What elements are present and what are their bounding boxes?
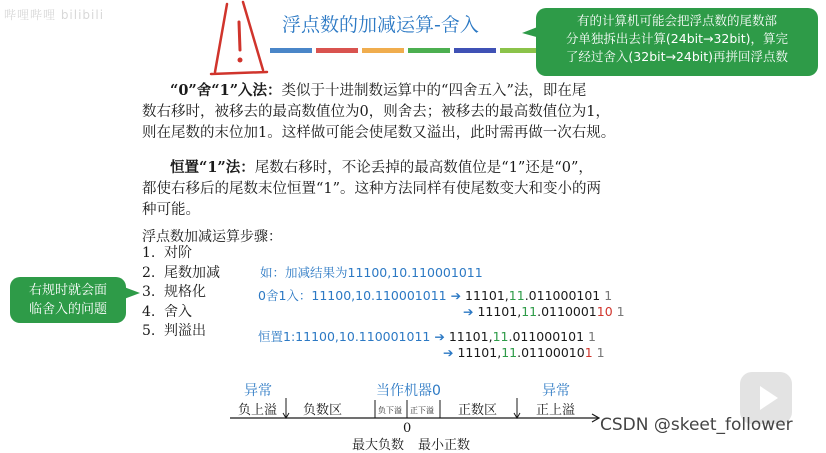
example-fix-row-2: ➔ 11101,11.011000101 1 bbox=[443, 345, 605, 360]
rounding-method-0-1 bbox=[142, 80, 672, 144]
step-item: 1. 对阶 bbox=[142, 245, 192, 261]
title-color-segment bbox=[408, 48, 450, 53]
right-arrow-icon: ➔ bbox=[434, 329, 449, 344]
example-intro: 如：加减结果为11100,10.110001011 bbox=[260, 265, 483, 280]
neg-region-label: 负数区 bbox=[303, 403, 343, 418]
rounding-method-set-1 bbox=[142, 157, 672, 221]
example-round-row-1: 0舍1入：11100,10.110001011 ➔ 11101,11.011000101 1 bbox=[258, 288, 613, 303]
example-fix-row-1: 恒置1:11100,10.110001011 ➔ 11101,11.011000101 1 bbox=[258, 329, 596, 344]
max-negative-label: 最大负数 bbox=[352, 438, 405, 453]
min-positive-label: 最小正数 bbox=[418, 438, 471, 453]
title-color-segment bbox=[454, 48, 496, 53]
callout-top-line: 分单独拆出去计算(24bit→32bit)，算完 bbox=[565, 31, 789, 46]
para-line: 则在尾数的末位加1。这样做可能会使尾数又溢出，此时需再做一次右规。 bbox=[142, 125, 616, 141]
step-item: 4. 舍入 bbox=[142, 303, 192, 320]
abnormal-left-label: 异常 bbox=[244, 383, 272, 399]
steps-title: 浮点数加减运算步骤： bbox=[142, 229, 282, 245]
method-lead: 恒置“1”法： bbox=[170, 159, 255, 176]
callout-left-line: 临舍入的问题 bbox=[28, 302, 107, 317]
callout-top-pointer bbox=[522, 24, 540, 40]
step-item: 2. 尾数加减 bbox=[142, 264, 220, 281]
as-zero-label: 当作机器0 bbox=[376, 383, 441, 399]
zero-label: 0 bbox=[403, 421, 412, 436]
watermark-top-left: 哔哩哔哩 bilibili bbox=[4, 8, 105, 22]
callout-left-pointer bbox=[124, 285, 140, 303]
step-item: 3. 规格化 bbox=[142, 284, 206, 300]
method-lead: “0”舍“1”入法： bbox=[170, 82, 282, 99]
callout-left-note bbox=[10, 277, 126, 323]
para-line: 都使右移后的尾数末位恒置“1”。这种方法同样有使尾数变大和变小的两 bbox=[142, 181, 602, 197]
example-round-row-2: ➔ 11101,11.011000110 1 bbox=[463, 304, 625, 319]
warning-triangle-icon bbox=[205, 0, 275, 80]
para-line: 种可能。 bbox=[142, 202, 200, 218]
pos-underflow-label: 正下溢 bbox=[410, 406, 434, 415]
pos-overflow-label: 正上溢 bbox=[536, 403, 576, 418]
pos-region-label: 正数区 bbox=[458, 403, 498, 418]
step-item: 5. 判溢出 bbox=[142, 323, 206, 339]
right-arrow-icon: ➔ bbox=[443, 345, 458, 360]
abnormal-right-label: 异常 bbox=[542, 383, 570, 399]
right-arrow-icon: ➔ bbox=[450, 288, 466, 303]
title-color-segment bbox=[270, 48, 312, 53]
steps-list bbox=[142, 244, 220, 342]
title-color-segment bbox=[362, 48, 404, 53]
callout-left-line: 右规时就会面 bbox=[28, 283, 107, 298]
callout-top-line: 有的计算机可能会把浮点数的尾数部 bbox=[576, 13, 777, 28]
para-line: 类似于十进制数运算中的“四舍五入”法，即在尾 bbox=[281, 83, 587, 99]
callout-top-note bbox=[536, 8, 818, 76]
para-line: 数右移时，被移去的最高数值位为0，则舍去；被移去的最高数值位为1， bbox=[142, 104, 610, 120]
title-color-bar bbox=[270, 48, 546, 53]
para-line: 尾数右移时，不论丢掉的最高数值位是“1”还是“0”， bbox=[254, 160, 593, 176]
callout-top-line: 了经过舍入(32bit→24bit)再拼回浮点数 bbox=[565, 49, 789, 64]
neg-underflow-label: 负下溢 bbox=[378, 406, 402, 415]
page-title: 浮点数的加减运算-舍入 bbox=[282, 14, 479, 36]
title-color-segment bbox=[316, 48, 358, 53]
right-arrow-icon: ➔ bbox=[463, 304, 478, 319]
neg-overflow-label: 负上溢 bbox=[238, 403, 278, 418]
watermark-csdn: CSDN @skeet_follower bbox=[600, 415, 793, 435]
